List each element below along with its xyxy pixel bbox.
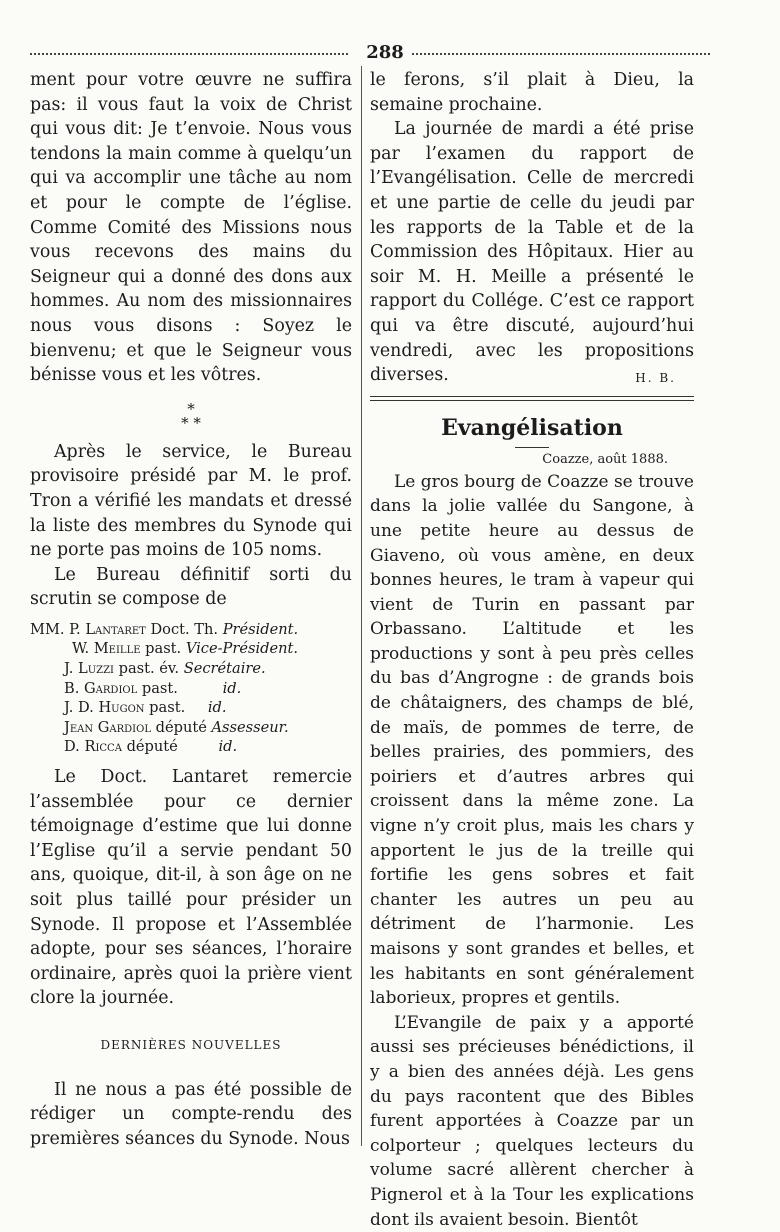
title-underline bbox=[515, 447, 549, 448]
right-paragraph-3: Le gros bourg de Coazze se trouve dans la jolie vallée du Sangone, à une petite heure au dessus de Giaveno, où vous amène, en deux bonnes heures, le tram à vapeur qui vient de Turin en passant par Orbassano. L’altitude et les productions y sont à peu près celles du bas d’Angrogne : de grands bois de châtaigners, des champs de blé, de maïs, de pommes de terre, de belles prairies, des pommiers, des poiriers et d’autres arbres qui croissent dans la même zone. La vigne n’y croit plus, mais les chars y apportent le jus de la treille qui fortifie les gens sobres et fait chanter les autres un peu au détriment de l’harmonie. Les maisons y sont grandes et belles, et les habitants en sont généralement laborieux, propres et gentils. bbox=[370, 471, 694, 1009]
section-separator-rule bbox=[370, 396, 694, 401]
bureau-member: B. Gardiol past. id. bbox=[64, 679, 242, 697]
asterism-top: * bbox=[187, 399, 195, 418]
column-divider bbox=[361, 66, 362, 1146]
asterism-bottom: * * bbox=[181, 413, 201, 432]
right-paragraph-4: L’Evangile de paix y a apporté aussi ses précieuses bénédictions, il y a bien des années déjà. Les gens du pays racontent que des Bibles furent apportées à Coazze par un colporteur ; quelques lecteurs du volume sacré allèrent chercher à Pignerol et à la Tour les explications dont ils avaient besoin. Bientôt bbox=[370, 1012, 694, 1230]
section-heading-dernieres-nouvelles: DERNIÈRES NOUVELLES bbox=[100, 1037, 282, 1052]
left-paragraph-2: Après le service, le Bureau provisoire présidé par M. le prof. Tron a vérifié les mandats et dressé la liste des membres du Synode qui ne porte pas moins de 105 noms. bbox=[30, 441, 352, 561]
asterism bbox=[30, 399, 352, 432]
left-paragraph-3: Le Bureau définitif sorti du scrutin se compose de bbox=[30, 564, 352, 610]
dateline: Coazze, août 1888. bbox=[542, 451, 668, 467]
bureau-member: Jean Gardiol député Assesseur. bbox=[64, 718, 289, 736]
signature-initials: H. B. bbox=[635, 370, 676, 385]
bureau-member: J. D. Hugon past. id. bbox=[64, 699, 227, 717]
right-paragraph-2: La journée de mardi a été prise par l’examen du rapport de l’Evangélisation. Celle de mercredi et une partie de celle du jeudi par les rapports de la Table et de la Commission des Hôpitaux. Hier au soir M. H. Meille a présenté le rapport du Collége. C’est ce rapport qui va être discuté, aujourd’hui vendredi, avec les propositions diverses. bbox=[370, 119, 694, 386]
header-ornament-left bbox=[30, 53, 348, 55]
left-paragraph-4: Le Doct. Lantaret remercie l’assemblée pour ce dernier témoignage d’estime que lui donne l’Eglise qu’il a servie pendant 50 ans, quoique, dit-il, à son âge on ne soit plus taillé pour présider un Synode. Il propose et l’Assemblée adopte, pour ses séances, l’horaire ordinaire, après quoi la prière vient clore la journée. bbox=[30, 767, 352, 1009]
section-title-evangelisation: Evangélisation bbox=[441, 414, 623, 441]
bureau-member: J. Luzzi past. év. Secrétaire. bbox=[64, 660, 266, 678]
left-paragraph-1: ment pour votre œuvre ne suffira pas: il vous faut la voix de Christ qui vous dit: Je t’envoie. Nous vous tendons la main comme à quelqu’un qui va accomplir une tâche au nom et pour le compte de l’église. Comme Comité des Missions nous vous recevons des mains du Seigneur qui a donné des dons aux hommes. Au nom des missionnaires nous vous disons : Soyez le bienvenu; et que le Seigneur vous bénisse vous et les vôtres. bbox=[30, 70, 352, 386]
bureau-list bbox=[30, 620, 352, 757]
right-paragraph-1: le ferons, s’il plait à Dieu, la semaine prochaine. bbox=[370, 70, 694, 115]
bureau-member: W. Meille past. Vice-Président. bbox=[72, 640, 299, 658]
left-paragraph-5: Il ne nous a pas été possible de rédiger un compte-rendu des premières séances du Synode. Nous bbox=[30, 1079, 352, 1149]
left-column bbox=[30, 68, 352, 1151]
page-number: 288 bbox=[366, 42, 404, 63]
page-header bbox=[30, 42, 710, 66]
bureau-member: MM. P. Lantaret Doct. Th. Président. bbox=[30, 620, 299, 638]
header-ornament-right bbox=[412, 53, 710, 55]
bureau-member: D. Ricca député id. bbox=[64, 738, 238, 756]
right-column bbox=[370, 68, 694, 1232]
